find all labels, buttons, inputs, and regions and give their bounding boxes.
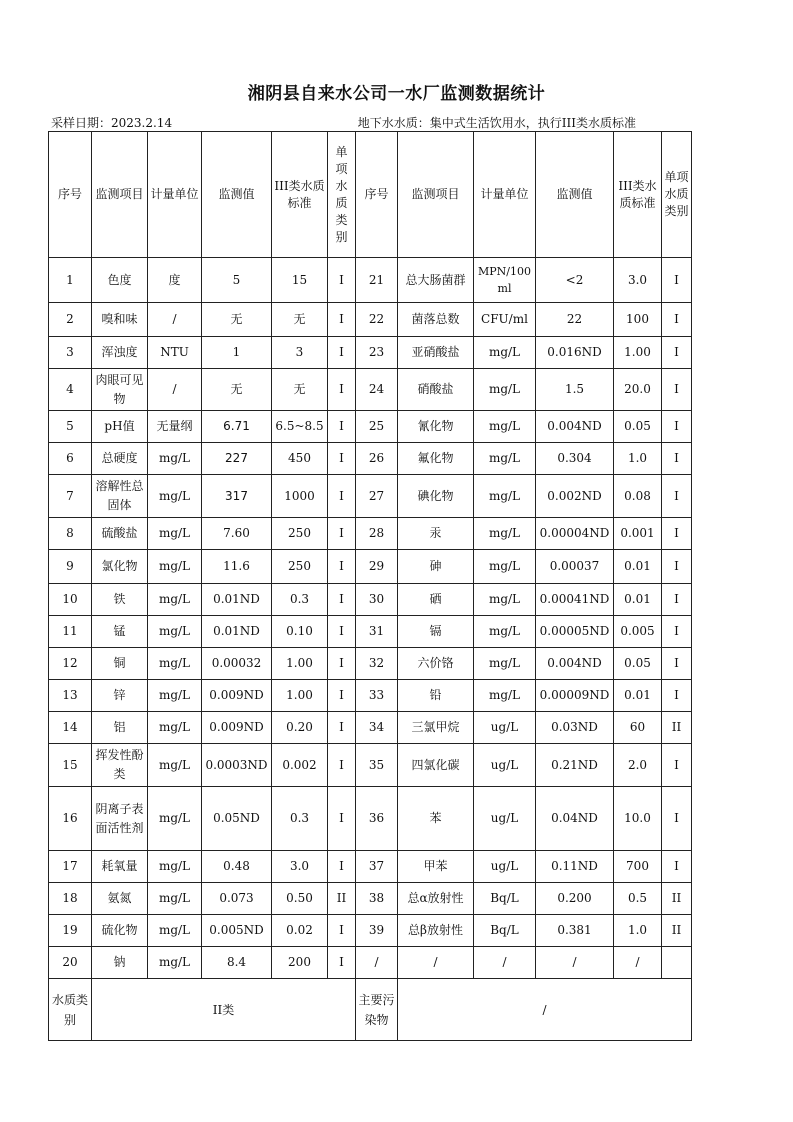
standard-cell: 0.08 <box>614 475 662 518</box>
header-cell: 单项水质类别 <box>662 132 692 258</box>
header-cell: 监测值 <box>536 132 614 258</box>
table-row <box>49 369 692 411</box>
value-cell: 无 <box>202 303 272 337</box>
meta-line <box>51 114 691 130</box>
value-cell: 0.04ND <box>536 787 614 851</box>
item-cell: 汞 <box>398 518 474 550</box>
table-row <box>49 744 692 787</box>
item-cell: / <box>398 947 474 979</box>
seq-cell: 14 <box>49 712 92 744</box>
unit-cell: ug/L <box>474 744 536 787</box>
unit-cell: mg/L <box>474 550 536 584</box>
seq-cell: 4 <box>49 369 92 411</box>
class-cell: I <box>328 915 356 947</box>
class-cell: I <box>328 337 356 369</box>
class-cell: I <box>328 369 356 411</box>
seq-cell: 33 <box>356 680 398 712</box>
standard-cell: 1000 <box>272 475 328 518</box>
unit-cell: NTU <box>148 337 202 369</box>
item-cell: 氰化物 <box>398 411 474 443</box>
item-cell: 三氯甲烷 <box>398 712 474 744</box>
table-row <box>49 947 692 979</box>
class-cell: I <box>328 712 356 744</box>
page-title: 湘阴县自来水公司一水厂监测数据统计 <box>247 84 546 104</box>
header-cell: 计量单位 <box>148 132 202 258</box>
table-row <box>49 411 692 443</box>
value-cell: 0.005ND <box>202 915 272 947</box>
standard-cell: 1.00 <box>614 337 662 369</box>
value-cell: 0.0003ND <box>202 744 272 787</box>
item-cell: 甲苯 <box>398 851 474 883</box>
item-cell: 硫化物 <box>92 915 148 947</box>
standard-cell: 0.20 <box>272 712 328 744</box>
item-cell: 砷 <box>398 550 474 584</box>
value-cell: 22 <box>536 303 614 337</box>
unit-cell: mg/L <box>474 369 536 411</box>
item-cell: 锰 <box>92 616 148 648</box>
value-cell: 0.004ND <box>536 648 614 680</box>
class-cell: I <box>328 584 356 616</box>
item-cell: 菌落总数 <box>398 303 474 337</box>
class-cell: II <box>662 883 692 915</box>
item-cell: 铜 <box>92 648 148 680</box>
class-cell: I <box>662 851 692 883</box>
seq-cell: 5 <box>49 411 92 443</box>
unit-cell: Bq/L <box>474 883 536 915</box>
unit-cell: mg/L <box>474 411 536 443</box>
header-cell: 序号 <box>49 132 92 258</box>
seq-cell: 34 <box>356 712 398 744</box>
standard-cell: 0.3 <box>272 584 328 616</box>
seq-cell: 26 <box>356 443 398 475</box>
standard-cell: 0.01 <box>614 680 662 712</box>
unit-cell: mg/L <box>148 584 202 616</box>
seq-cell: 31 <box>356 616 398 648</box>
unit-cell: 无量纲 <box>148 411 202 443</box>
seq-cell: 6 <box>49 443 92 475</box>
item-cell: 铝 <box>92 712 148 744</box>
item-cell: 挥发性酚类 <box>92 744 148 787</box>
standard-cell: 0.05 <box>614 411 662 443</box>
sample-date: 采样日期：2023.2.14 <box>51 116 173 130</box>
standard-cell: 1.00 <box>272 648 328 680</box>
seq-cell: 30 <box>356 584 398 616</box>
value-cell: 0.073 <box>202 883 272 915</box>
unit-cell: mg/L <box>148 443 202 475</box>
value-cell: 0.11ND <box>536 851 614 883</box>
class-cell: I <box>662 258 692 303</box>
unit-cell: mg/L <box>148 915 202 947</box>
item-cell: 氟化物 <box>398 443 474 475</box>
seq-cell: 21 <box>356 258 398 303</box>
class-cell: I <box>662 518 692 550</box>
class-cell: I <box>328 851 356 883</box>
class-cell: I <box>662 787 692 851</box>
header-cell: 计量单位 <box>474 132 536 258</box>
unit-cell: mg/L <box>474 648 536 680</box>
seq-cell: 24 <box>356 369 398 411</box>
item-cell: 总大肠菌群 <box>398 258 474 303</box>
value-cell: 5 <box>202 258 272 303</box>
standard-cell: 3 <box>272 337 328 369</box>
value-cell: 0.00009ND <box>536 680 614 712</box>
table-row <box>49 518 692 550</box>
class-cell: I <box>662 369 692 411</box>
header-cell: III类水质标准 <box>272 132 328 258</box>
unit-cell: mg/L <box>148 851 202 883</box>
standard-cell: 3.0 <box>272 851 328 883</box>
value-cell: 0.03ND <box>536 712 614 744</box>
seq-cell: 9 <box>49 550 92 584</box>
unit-cell: mg/L <box>148 712 202 744</box>
unit-cell: mg/L <box>474 616 536 648</box>
table-row <box>49 303 692 337</box>
value-cell: 0.009ND <box>202 712 272 744</box>
value-cell: 11.6 <box>202 550 272 584</box>
class-cell: I <box>328 518 356 550</box>
header-cell: 监测项目 <box>398 132 474 258</box>
unit-cell: MPN/100ml <box>474 258 536 303</box>
seq-cell: 32 <box>356 648 398 680</box>
value-cell: 0.381 <box>536 915 614 947</box>
item-cell: 锌 <box>92 680 148 712</box>
standard-cell: 100 <box>614 303 662 337</box>
standard-cell: / <box>614 947 662 979</box>
item-cell: 六价铬 <box>398 648 474 680</box>
unit-cell: mg/L <box>148 648 202 680</box>
item-cell: 总β放射性 <box>398 915 474 947</box>
value-cell: 227 <box>202 443 272 475</box>
seq-cell: 7 <box>49 475 92 518</box>
seq-cell: 38 <box>356 883 398 915</box>
value-cell: 0.48 <box>202 851 272 883</box>
value-cell: 0.01ND <box>202 616 272 648</box>
class-cell: I <box>328 475 356 518</box>
header-cell: 监测值 <box>202 132 272 258</box>
value-cell: 0.00005ND <box>536 616 614 648</box>
item-cell: 嗅和味 <box>92 303 148 337</box>
class-cell: I <box>328 550 356 584</box>
water-standard-info: 地下水水质：集中式生活饮用水，执行III类水质标准 <box>357 116 636 130</box>
unit-cell: ug/L <box>474 787 536 851</box>
standard-cell: 0.02 <box>272 915 328 947</box>
item-cell: 阴离子表面活性剂 <box>92 787 148 851</box>
seq-cell: 39 <box>356 915 398 947</box>
class-cell: I <box>662 616 692 648</box>
value-cell: 317 <box>202 475 272 518</box>
unit-cell: CFU/ml <box>474 303 536 337</box>
item-cell: 氨氮 <box>92 883 148 915</box>
class-cell: II <box>662 712 692 744</box>
value-cell: 0.05ND <box>202 787 272 851</box>
standard-cell: 0.01 <box>614 584 662 616</box>
class-cell: I <box>662 337 692 369</box>
standard-cell: 1.0 <box>614 915 662 947</box>
value-cell: 0.004ND <box>536 411 614 443</box>
standard-cell: 6.5~8.5 <box>272 411 328 443</box>
standard-cell: 无 <box>272 303 328 337</box>
standard-cell: 1.00 <box>272 680 328 712</box>
seq-cell: 17 <box>49 851 92 883</box>
table-row <box>49 915 692 947</box>
standard-cell: 0.3 <box>272 787 328 851</box>
item-cell: 耗氧量 <box>92 851 148 883</box>
value-cell: 1.5 <box>536 369 614 411</box>
standard-cell: 250 <box>272 550 328 584</box>
main-pollutant-value: / <box>398 979 692 1041</box>
item-cell: 总硬度 <box>92 443 148 475</box>
class-cell: I <box>662 443 692 475</box>
unit-cell: mg/L <box>474 443 536 475</box>
item-cell: 硫酸盐 <box>92 518 148 550</box>
standard-cell: 10.0 <box>614 787 662 851</box>
standard-cell: 450 <box>272 443 328 475</box>
table-row <box>49 443 692 475</box>
item-cell: 硒 <box>398 584 474 616</box>
class-cell: I <box>328 616 356 648</box>
seq-cell: 36 <box>356 787 398 851</box>
table-row <box>49 258 692 303</box>
class-cell: I <box>328 680 356 712</box>
class-cell: I <box>662 411 692 443</box>
class-cell <box>662 947 692 979</box>
value-cell: 0.00032 <box>202 648 272 680</box>
value-cell: 8.4 <box>202 947 272 979</box>
standard-cell: 0.01 <box>614 550 662 584</box>
class-cell: I <box>328 258 356 303</box>
header-cell: 单项水质类别 <box>328 132 356 258</box>
header-cell: 监测项目 <box>92 132 148 258</box>
seq-cell: / <box>356 947 398 979</box>
class-cell: I <box>328 443 356 475</box>
seq-cell: 16 <box>49 787 92 851</box>
table-row <box>49 337 692 369</box>
seq-cell: 11 <box>49 616 92 648</box>
class-cell: I <box>662 584 692 616</box>
class-cell: I <box>328 411 356 443</box>
value-cell: 6.71 <box>202 411 272 443</box>
unit-cell: mg/L <box>474 518 536 550</box>
unit-cell: mg/L <box>474 337 536 369</box>
header-cell: III类水质标准 <box>614 132 662 258</box>
unit-cell: mg/L <box>148 518 202 550</box>
seq-cell: 18 <box>49 883 92 915</box>
table-row <box>49 616 692 648</box>
unit-cell: mg/L <box>474 475 536 518</box>
class-cell: I <box>328 947 356 979</box>
table-row <box>49 680 692 712</box>
item-cell: pH值 <box>92 411 148 443</box>
value-cell: 0.00037 <box>536 550 614 584</box>
standard-cell: 0.002 <box>272 744 328 787</box>
standard-cell: 3.0 <box>614 258 662 303</box>
unit-cell: / <box>148 303 202 337</box>
unit-cell: / <box>148 369 202 411</box>
standard-cell: 无 <box>272 369 328 411</box>
seq-cell: 27 <box>356 475 398 518</box>
unit-cell: 度 <box>148 258 202 303</box>
table-row <box>49 883 692 915</box>
seq-cell: 19 <box>49 915 92 947</box>
standard-cell: 20.0 <box>614 369 662 411</box>
class-cell: II <box>328 883 356 915</box>
monitoring-data-table <box>48 131 692 1041</box>
item-cell: 四氯化碳 <box>398 744 474 787</box>
value-cell: <2 <box>536 258 614 303</box>
standard-cell: 0.005 <box>614 616 662 648</box>
unit-cell: / <box>474 947 536 979</box>
item-cell: 铁 <box>92 584 148 616</box>
item-cell: 肉眼可见物 <box>92 369 148 411</box>
item-cell: 铅 <box>398 680 474 712</box>
table-row <box>49 648 692 680</box>
standard-cell: 0.50 <box>272 883 328 915</box>
class-cell: I <box>328 744 356 787</box>
standard-cell: 0.05 <box>614 648 662 680</box>
unit-cell: mg/L <box>148 947 202 979</box>
table-header-row <box>49 132 692 258</box>
seq-cell: 1 <box>49 258 92 303</box>
unit-cell: mg/L <box>148 616 202 648</box>
class-cell: I <box>328 303 356 337</box>
table-row <box>49 550 692 584</box>
unit-cell: mg/L <box>474 584 536 616</box>
seq-cell: 15 <box>49 744 92 787</box>
unit-cell: mg/L <box>148 475 202 518</box>
table-row <box>49 712 692 744</box>
standard-cell: 2.0 <box>614 744 662 787</box>
unit-cell: ug/L <box>474 851 536 883</box>
value-cell: 无 <box>202 369 272 411</box>
item-cell: 色度 <box>92 258 148 303</box>
summary-row <box>49 979 692 1041</box>
seq-cell: 8 <box>49 518 92 550</box>
value-cell: 0.01ND <box>202 584 272 616</box>
seq-cell: 20 <box>49 947 92 979</box>
standard-cell: 700 <box>614 851 662 883</box>
standard-cell: 15 <box>272 258 328 303</box>
value-cell: 0.200 <box>536 883 614 915</box>
standard-cell: 200 <box>272 947 328 979</box>
main-pollutant-label: 主要污染物 <box>356 979 398 1041</box>
class-cell: I <box>328 787 356 851</box>
table-row <box>49 787 692 851</box>
value-cell: 7.60 <box>202 518 272 550</box>
item-cell: 溶解性总固体 <box>92 475 148 518</box>
table-row <box>49 584 692 616</box>
unit-cell: mg/L <box>148 883 202 915</box>
class-cell: I <box>328 648 356 680</box>
unit-cell: mg/L <box>148 550 202 584</box>
class-cell: I <box>662 744 692 787</box>
unit-cell: mg/L <box>148 787 202 851</box>
water-class-value: II类 <box>92 979 356 1041</box>
seq-cell: 10 <box>49 584 92 616</box>
seq-cell: 3 <box>49 337 92 369</box>
item-cell: 钠 <box>92 947 148 979</box>
seq-cell: 22 <box>356 303 398 337</box>
table-row <box>49 851 692 883</box>
standard-cell: 1.0 <box>614 443 662 475</box>
seq-cell: 25 <box>356 411 398 443</box>
value-cell: 0.009ND <box>202 680 272 712</box>
class-cell: II <box>662 915 692 947</box>
seq-cell: 29 <box>356 550 398 584</box>
standard-cell: 250 <box>272 518 328 550</box>
value-cell: 1 <box>202 337 272 369</box>
value-cell: 0.00004ND <box>536 518 614 550</box>
seq-cell: 28 <box>356 518 398 550</box>
value-cell: 0.304 <box>536 443 614 475</box>
seq-cell: 12 <box>49 648 92 680</box>
standard-cell: 0.10 <box>272 616 328 648</box>
item-cell: 镉 <box>398 616 474 648</box>
seq-cell: 2 <box>49 303 92 337</box>
value-cell: 0.002ND <box>536 475 614 518</box>
seq-cell: 37 <box>356 851 398 883</box>
unit-cell: Bq/L <box>474 915 536 947</box>
class-cell: I <box>662 680 692 712</box>
seq-cell: 13 <box>49 680 92 712</box>
value-cell: 0.21ND <box>536 744 614 787</box>
standard-cell: 0.5 <box>614 883 662 915</box>
unit-cell: mg/L <box>148 680 202 712</box>
item-cell: 氯化物 <box>92 550 148 584</box>
unit-cell: mg/L <box>474 680 536 712</box>
class-cell: I <box>662 648 692 680</box>
class-cell: I <box>662 303 692 337</box>
class-cell: I <box>662 550 692 584</box>
standard-cell: 60 <box>614 712 662 744</box>
seq-cell: 35 <box>356 744 398 787</box>
value-cell: / <box>536 947 614 979</box>
item-cell: 苯 <box>398 787 474 851</box>
item-cell: 亚硝酸盐 <box>398 337 474 369</box>
water-class-label: 水质类别 <box>49 979 92 1041</box>
item-cell: 总α放射性 <box>398 883 474 915</box>
header-cell: 序号 <box>356 132 398 258</box>
table-row <box>49 475 692 518</box>
value-cell: 0.00041ND <box>536 584 614 616</box>
value-cell: 0.016ND <box>536 337 614 369</box>
item-cell: 碘化物 <box>398 475 474 518</box>
seq-cell: 23 <box>356 337 398 369</box>
unit-cell: mg/L <box>148 744 202 787</box>
standard-cell: 0.001 <box>614 518 662 550</box>
item-cell: 浑浊度 <box>92 337 148 369</box>
item-cell: 硝酸盐 <box>398 369 474 411</box>
class-cell: I <box>662 475 692 518</box>
unit-cell: ug/L <box>474 712 536 744</box>
